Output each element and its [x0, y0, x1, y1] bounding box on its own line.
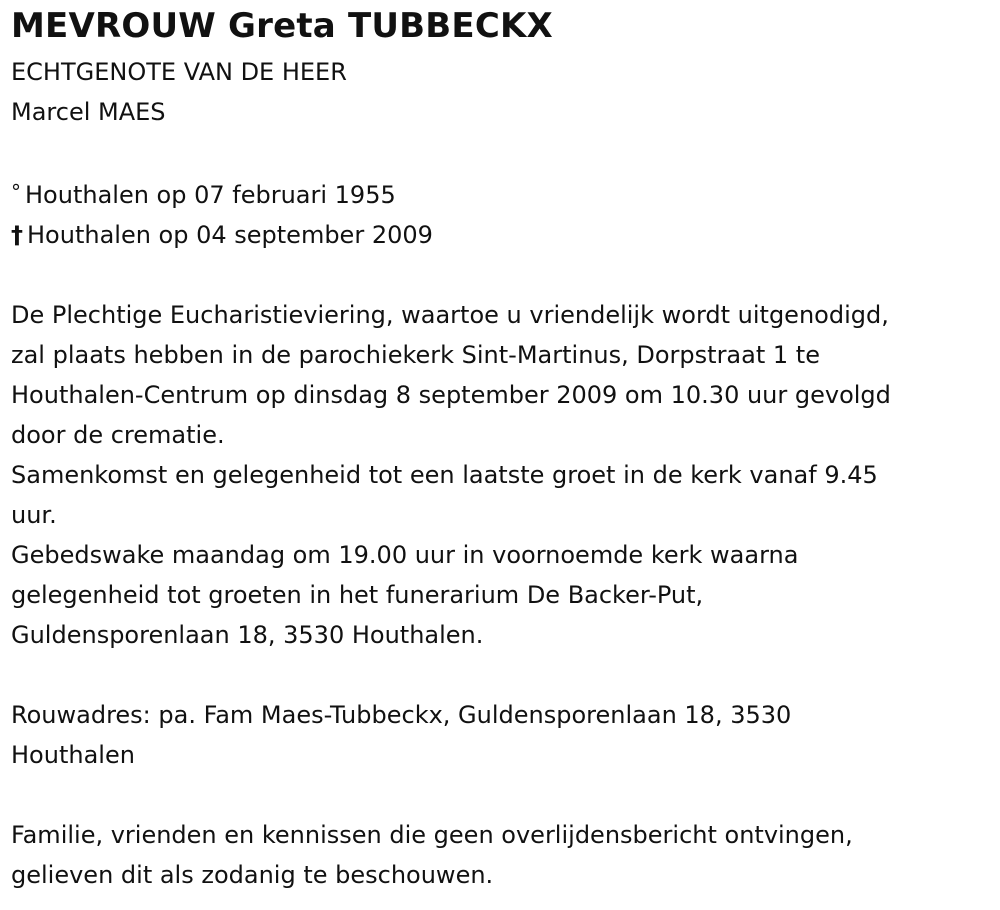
obituary-notice: [11, 0, 996, 895]
deceased-name: MEVROUW Greta TUBBECKX: [11, 6, 553, 46]
death-text: Houthalen op 04 september 2009: [27, 221, 433, 249]
gathering-paragraph: Samenkomst en gelegenheid tot een laatste groet in de kerk vanaf 9.45 uur.: [11, 461, 878, 529]
birth-line: [11, 172, 996, 215]
spouse-name: Marcel MAES: [11, 98, 166, 126]
mourning-address: Rouwadres: pa. Fam Maes-Tubbeckx, Guldensporenlaan 18, 3530 Houthalen: [11, 701, 792, 769]
spacer: [11, 132, 996, 172]
spacer: [11, 775, 996, 815]
closing-paragraph: Familie, vrienden en kennissen die geen overlijdensbericht ontvingen, gelieven dit als zodanig te beschouwen.: [11, 821, 853, 889]
vigil-paragraph: Gebedswake maandag om 19.00 uur in voornoemde kerk waarna gelegenheid tot groeten in het funerarium De Backer-Put, Guldensporenlaan 18, 3530 Houthalen.: [11, 541, 799, 649]
spouse-prefix: ECHTGENOTE VAN DE HEER: [11, 58, 347, 86]
spacer: [11, 255, 996, 295]
birth-symbol-icon: °: [11, 180, 21, 204]
cross-icon: †: [11, 221, 23, 249]
spacer: [11, 655, 996, 695]
birth-text: Houthalen op 07 februari 1955: [25, 181, 396, 209]
ceremony-paragraph: De Plechtige Eucharistieviering, waartoe u vriendelijk wordt uitgenodigd, zal plaats hebben in de parochiekerk Sint-Martinus, Dorpstraat 1 te Houthalen-Centrum op dinsdag 8 september 2009 om 10.30 uur gevolgd door de crematie.: [11, 301, 891, 449]
death-line: [11, 215, 996, 255]
